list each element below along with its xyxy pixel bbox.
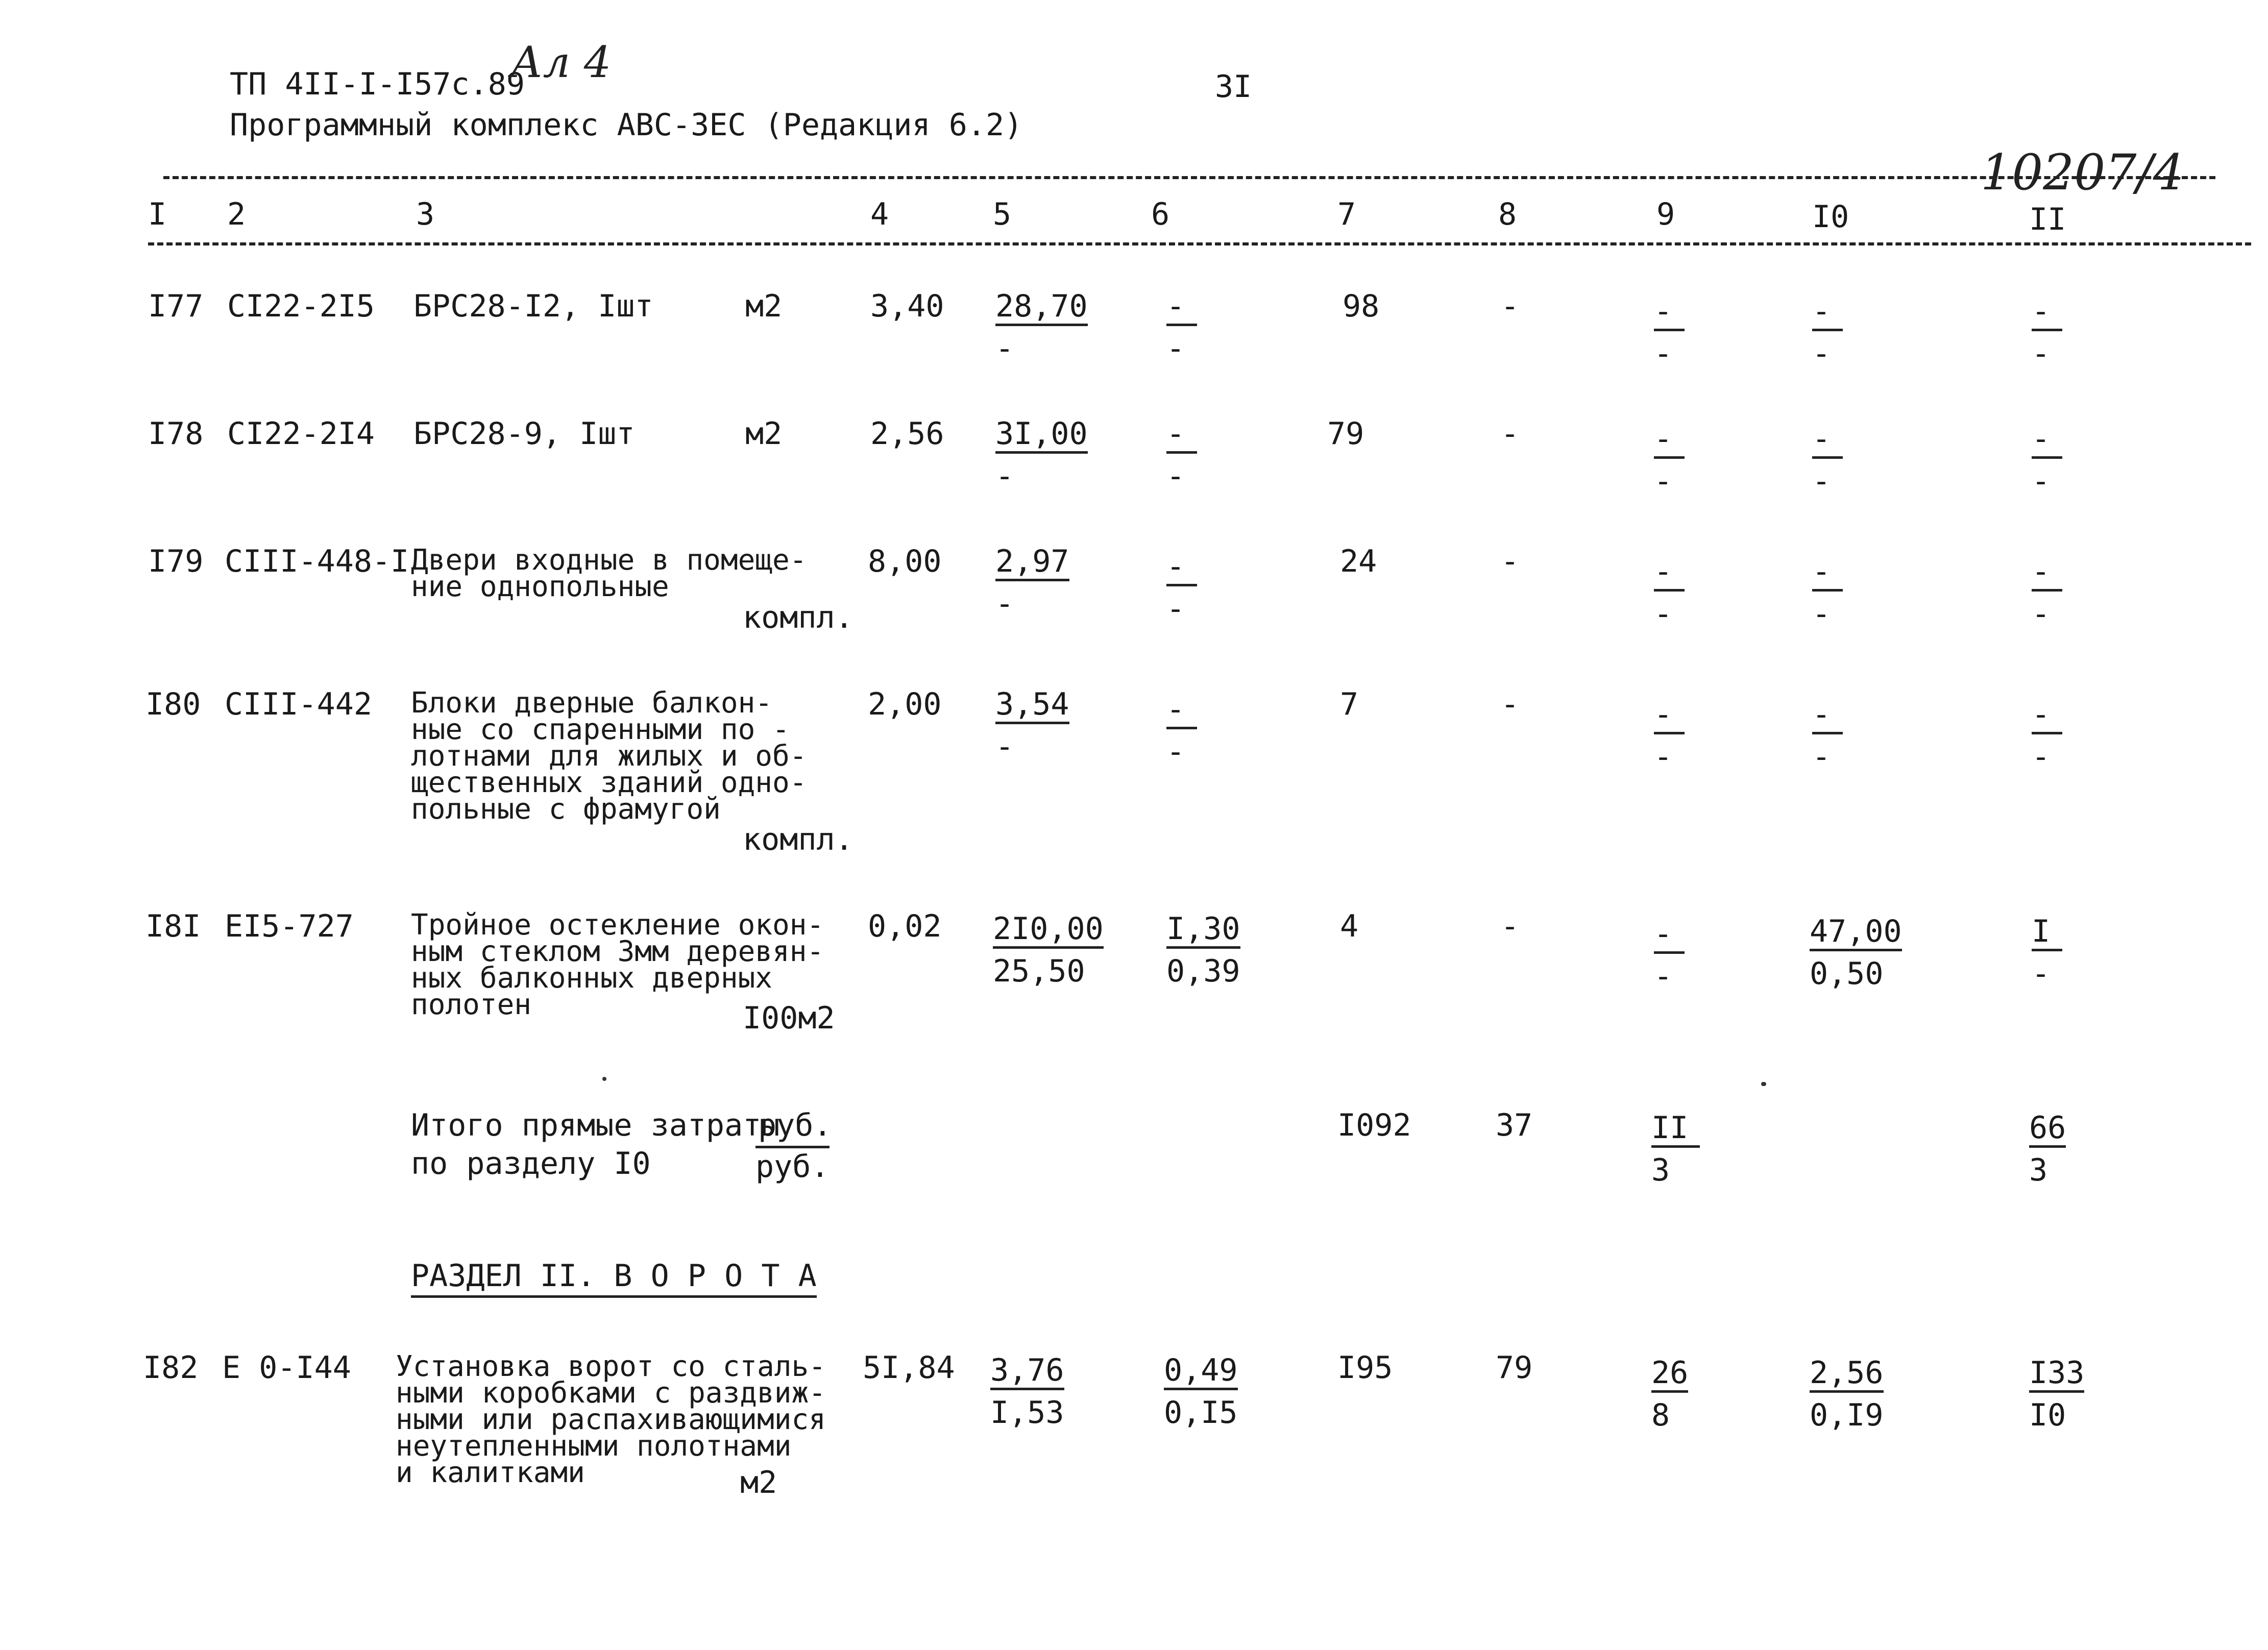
- cell-col9: - -: [1654, 919, 1685, 992]
- col-header-9: 9: [1656, 196, 1675, 232]
- header-top-rule: [163, 176, 2215, 179]
- cell-col10: - -: [1812, 556, 1843, 629]
- row-quantity: 3,40: [870, 288, 944, 324]
- cell-col5: 2,97 -: [995, 544, 1069, 622]
- cell-col6: - -: [1166, 418, 1197, 491]
- row-code: EI5-727: [225, 908, 354, 944]
- cell-col6: $\frac{I,30}{0,39}$: [1166, 911, 1240, 989]
- row-description: БРС28-I2, Iшт: [413, 288, 653, 324]
- row-quantity: 8,00: [868, 544, 942, 579]
- row-description: Установка ворот со сталь- ными коробками с раздвиж- ными или распахивающимися неутепленными полотнами и калитками: [396, 1350, 826, 1489]
- cell-col11: - -: [2032, 296, 2062, 369]
- row-quantity: 2,00: [868, 686, 942, 722]
- row-unit: I00м2: [743, 1000, 835, 1036]
- row-unit: м2: [745, 288, 783, 324]
- row-quantity: 2,56: [870, 416, 944, 452]
- row-code: Е 0-I44: [222, 1350, 351, 1386]
- page-number: 3I: [1215, 69, 1252, 105]
- row-code: CIII-448-I: [225, 544, 409, 579]
- col-header-1: I: [148, 196, 167, 232]
- row-code: CIII-442: [225, 686, 372, 722]
- cell-col11: $\frac{I33}{I0}$: [2029, 1355, 2085, 1433]
- cell-col7: 24: [1340, 544, 1377, 579]
- cell-col7: 4: [1340, 908, 1359, 944]
- row-description: Блоки дверные балкон- ные со спаренными по - лотнами для жилых и об- щественных зданий одно- польные с фрамугой: [411, 686, 807, 826]
- cell-col9: - -: [1654, 556, 1685, 629]
- cell-col8: -: [1501, 544, 1520, 579]
- cell-col7: 98: [1343, 288, 1380, 324]
- row-unit: м2: [740, 1465, 777, 1500]
- row-quantity: 0,02: [868, 908, 942, 944]
- cell-col11: - -: [2032, 556, 2062, 629]
- row-number: I8I: [145, 908, 201, 944]
- row-description: Двери входные в помеще- ние однопольные: [411, 544, 807, 603]
- row-number: I79: [148, 544, 204, 579]
- totals-unit1: руб.: [758, 1107, 832, 1143]
- totals-label-line1: Итого прямые затраты: [411, 1107, 780, 1143]
- row-description: Тройное остекление окон- ным стеклом 3мм деревян- ных балконных дверных полотен: [411, 908, 824, 1021]
- cell-col7: 79: [1327, 416, 1364, 452]
- cell-col8: -: [1501, 908, 1520, 944]
- col-header-2: 2: [227, 196, 246, 232]
- cell-col6: - -: [1166, 551, 1197, 624]
- totals-col11: $\frac{66}{3}$: [2029, 1110, 2066, 1188]
- row-number: I80: [145, 686, 201, 722]
- col-header-3: 3: [416, 196, 435, 232]
- totals-col8: 37: [1496, 1107, 1533, 1143]
- cell-col10: - -: [1812, 296, 1843, 369]
- cell-col5: 3,54 -: [995, 686, 1069, 765]
- cell-col10: - -: [1812, 699, 1843, 772]
- cell-col8: -: [1501, 686, 1520, 722]
- totals-unit2: руб.: [755, 1146, 830, 1182]
- totals-col9: $\frac{II}{3}$: [1651, 1113, 1700, 1186]
- row-code: CI22-2I4: [227, 416, 375, 452]
- cell-col8: -: [1501, 288, 1520, 324]
- cell-col6: - -: [1166, 291, 1197, 364]
- row-description: БРС28-9, Iшт: [413, 416, 635, 452]
- scan-speck: [1761, 1082, 1766, 1086]
- cell-col7: 7: [1340, 686, 1359, 722]
- col-header-6: 6: [1151, 196, 1170, 232]
- cell-col9: - -: [1654, 424, 1685, 497]
- section-heading: РАЗДЕЛ II. В О Р О Т А: [411, 1261, 817, 1298]
- col-header-5: 5: [993, 196, 1012, 232]
- cell-col8: 79: [1496, 1350, 1533, 1386]
- row-number: I77: [148, 288, 204, 324]
- cell-col5: 3I,00 -: [995, 416, 1088, 494]
- row-number: I82: [143, 1350, 199, 1386]
- document-code: ТП 4II-I-I57с.89: [230, 66, 525, 102]
- cell-col7: I95: [1337, 1350, 1393, 1386]
- cell-col9: - -: [1654, 296, 1685, 369]
- scan-speck: [602, 1077, 606, 1081]
- cell-col9: $\frac{26}{8}$: [1651, 1355, 1689, 1433]
- cell-col11: - -: [2032, 699, 2062, 772]
- row-number: I78: [148, 416, 204, 452]
- cell-col9: - -: [1654, 699, 1685, 772]
- cell-col10: $\frac{47,00}{0,50}$: [1810, 914, 1902, 992]
- col-header-8: 8: [1498, 196, 1517, 232]
- cell-col8: -: [1501, 416, 1520, 452]
- header-bottom-rule: [148, 242, 2251, 245]
- row-code: CI22-2I5: [227, 288, 375, 324]
- archive-stamp: 10207/4: [1981, 144, 2184, 201]
- cell-col11: I -: [2032, 916, 2062, 989]
- col-header-4: 4: [870, 196, 889, 232]
- row-unit: компл.: [743, 600, 853, 635]
- col-header-10: I0: [1812, 199, 1849, 235]
- cell-col5: $\frac{2I0,00}{25,50}$: [993, 911, 1104, 989]
- handwritten-mark: Ал 4: [510, 37, 612, 87]
- cell-col10: - -: [1812, 424, 1843, 497]
- cell-col5: $\frac{3,76}{I,53}$: [990, 1352, 1064, 1431]
- cell-col11: - -: [2032, 424, 2062, 497]
- totals-col7: I092: [1337, 1107, 1411, 1143]
- row-unit: м2: [745, 416, 783, 452]
- cell-col6: - -: [1166, 694, 1197, 767]
- document-subtitle: Программный комплекс АВС-ЗЕС (Редакция 6.2): [230, 107, 1023, 143]
- col-header-11: II: [2029, 202, 2066, 237]
- totals-label-line2: по разделу I0: [411, 1146, 651, 1181]
- cell-col6: $\frac{0,49}{0,I5}$: [1164, 1352, 1238, 1431]
- cell-col5: 28,70 -: [995, 288, 1088, 366]
- cell-col10: $\frac{2,56}{0,I9}$: [1810, 1355, 1884, 1433]
- row-quantity: 5I,84: [863, 1350, 955, 1386]
- row-unit: компл.: [743, 822, 853, 857]
- col-header-7: 7: [1337, 196, 1356, 232]
